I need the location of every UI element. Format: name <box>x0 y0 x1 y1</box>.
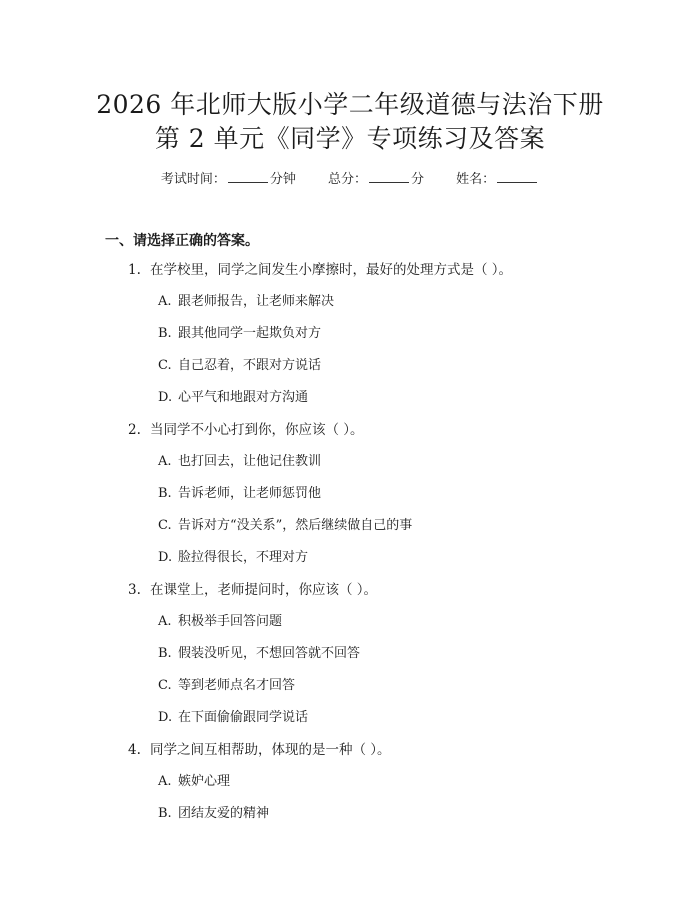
option-2a[interactable] <box>158 453 321 471</box>
question-4 <box>128 741 391 759</box>
option-3c[interactable] <box>158 677 295 695</box>
option-letter: C. <box>158 678 172 693</box>
option-text: 也打回去，让他记住教训 <box>178 454 322 469</box>
question-text: 在学校里，同学之间发生小摩擦时，最好的处理方式是（ ）。 <box>150 262 513 278</box>
option-letter: A. <box>158 294 172 309</box>
option-text: 跟其他同学一起欺负对方 <box>178 326 322 341</box>
name-label: 姓名： <box>456 172 496 187</box>
total-score-label: 总分： <box>327 172 367 187</box>
exam-time-field <box>161 170 296 189</box>
question-number: 2. <box>128 422 141 438</box>
option-text: 嫉妒心理 <box>178 774 231 789</box>
question-text: 同学之间互相帮助，体现的是一种（ ）。 <box>150 742 391 758</box>
option-2b[interactable] <box>158 485 321 503</box>
option-text: 脸拉得很长，不理对方 <box>178 550 309 565</box>
option-1b[interactable] <box>158 325 321 343</box>
total-score-unit: 分 <box>411 172 425 187</box>
question-2 <box>128 421 364 439</box>
option-text: 告诉对方“没关系”，然后继续做自己的事 <box>178 518 413 533</box>
name-field <box>456 170 539 189</box>
option-letter: D. <box>158 390 173 405</box>
question-number: 1. <box>128 262 141 278</box>
option-4b[interactable] <box>158 805 269 823</box>
total-score-blank[interactable] <box>369 170 409 183</box>
option-letter: C. <box>158 358 172 373</box>
option-3b[interactable] <box>158 645 360 663</box>
option-2c[interactable] <box>158 517 412 535</box>
option-text: 在下面偷偷跟同学说话 <box>178 710 309 725</box>
option-letter: B. <box>158 486 172 501</box>
question-1 <box>128 261 512 279</box>
exam-time-unit: 分钟 <box>269 172 296 187</box>
option-text: 团结友爱的精神 <box>178 806 270 821</box>
option-letter: C. <box>158 518 172 533</box>
question-number: 4. <box>128 742 141 758</box>
option-1d[interactable] <box>158 389 308 407</box>
option-text: 告诉老师，让老师惩罚他 <box>178 486 322 501</box>
option-1c[interactable] <box>158 357 321 375</box>
option-letter: D. <box>158 550 173 565</box>
document-title-line1: 2026 年北师大版小学二年级道德与法治下册 <box>96 90 604 119</box>
option-text: 等到老师点名才回答 <box>178 678 296 693</box>
section-heading: 一、请选择正确的答案。 <box>105 233 259 249</box>
question-text: 当同学不小心打到你，你应该（ ）。 <box>150 422 364 438</box>
exam-time-blank[interactable] <box>228 170 268 183</box>
total-score-field <box>328 170 424 189</box>
option-letter: A. <box>158 614 172 629</box>
option-text: 心平气和地跟对方沟通 <box>178 390 309 405</box>
option-text: 积极举手回答问题 <box>178 614 283 629</box>
option-letter: B. <box>158 646 172 661</box>
question-3 <box>128 581 377 599</box>
document-title-line2: 第 2 单元《同学》专项练习及答案 <box>154 124 546 153</box>
option-text: 自己忍着，不跟对方说话 <box>178 358 322 373</box>
exam-time-label: 考试时间： <box>160 172 226 187</box>
question-number: 3. <box>128 582 141 598</box>
option-4a[interactable] <box>158 773 230 791</box>
option-letter: B. <box>158 806 172 821</box>
option-1a[interactable] <box>158 293 334 311</box>
name-blank[interactable] <box>497 170 537 183</box>
exam-meta <box>0 170 700 189</box>
option-3d[interactable] <box>158 709 308 727</box>
option-letter: B. <box>158 326 172 341</box>
option-letter: A. <box>158 774 172 789</box>
option-3a[interactable] <box>158 613 282 631</box>
option-letter: D. <box>158 710 173 725</box>
option-text: 假装没听见，不想回答就不回答 <box>178 646 361 661</box>
option-2d[interactable] <box>158 549 308 567</box>
option-letter: A. <box>158 454 172 469</box>
question-text: 在课堂上，老师提问时，你应该（ ）。 <box>150 582 378 598</box>
option-text: 跟老师报告，让老师来解决 <box>178 294 335 309</box>
